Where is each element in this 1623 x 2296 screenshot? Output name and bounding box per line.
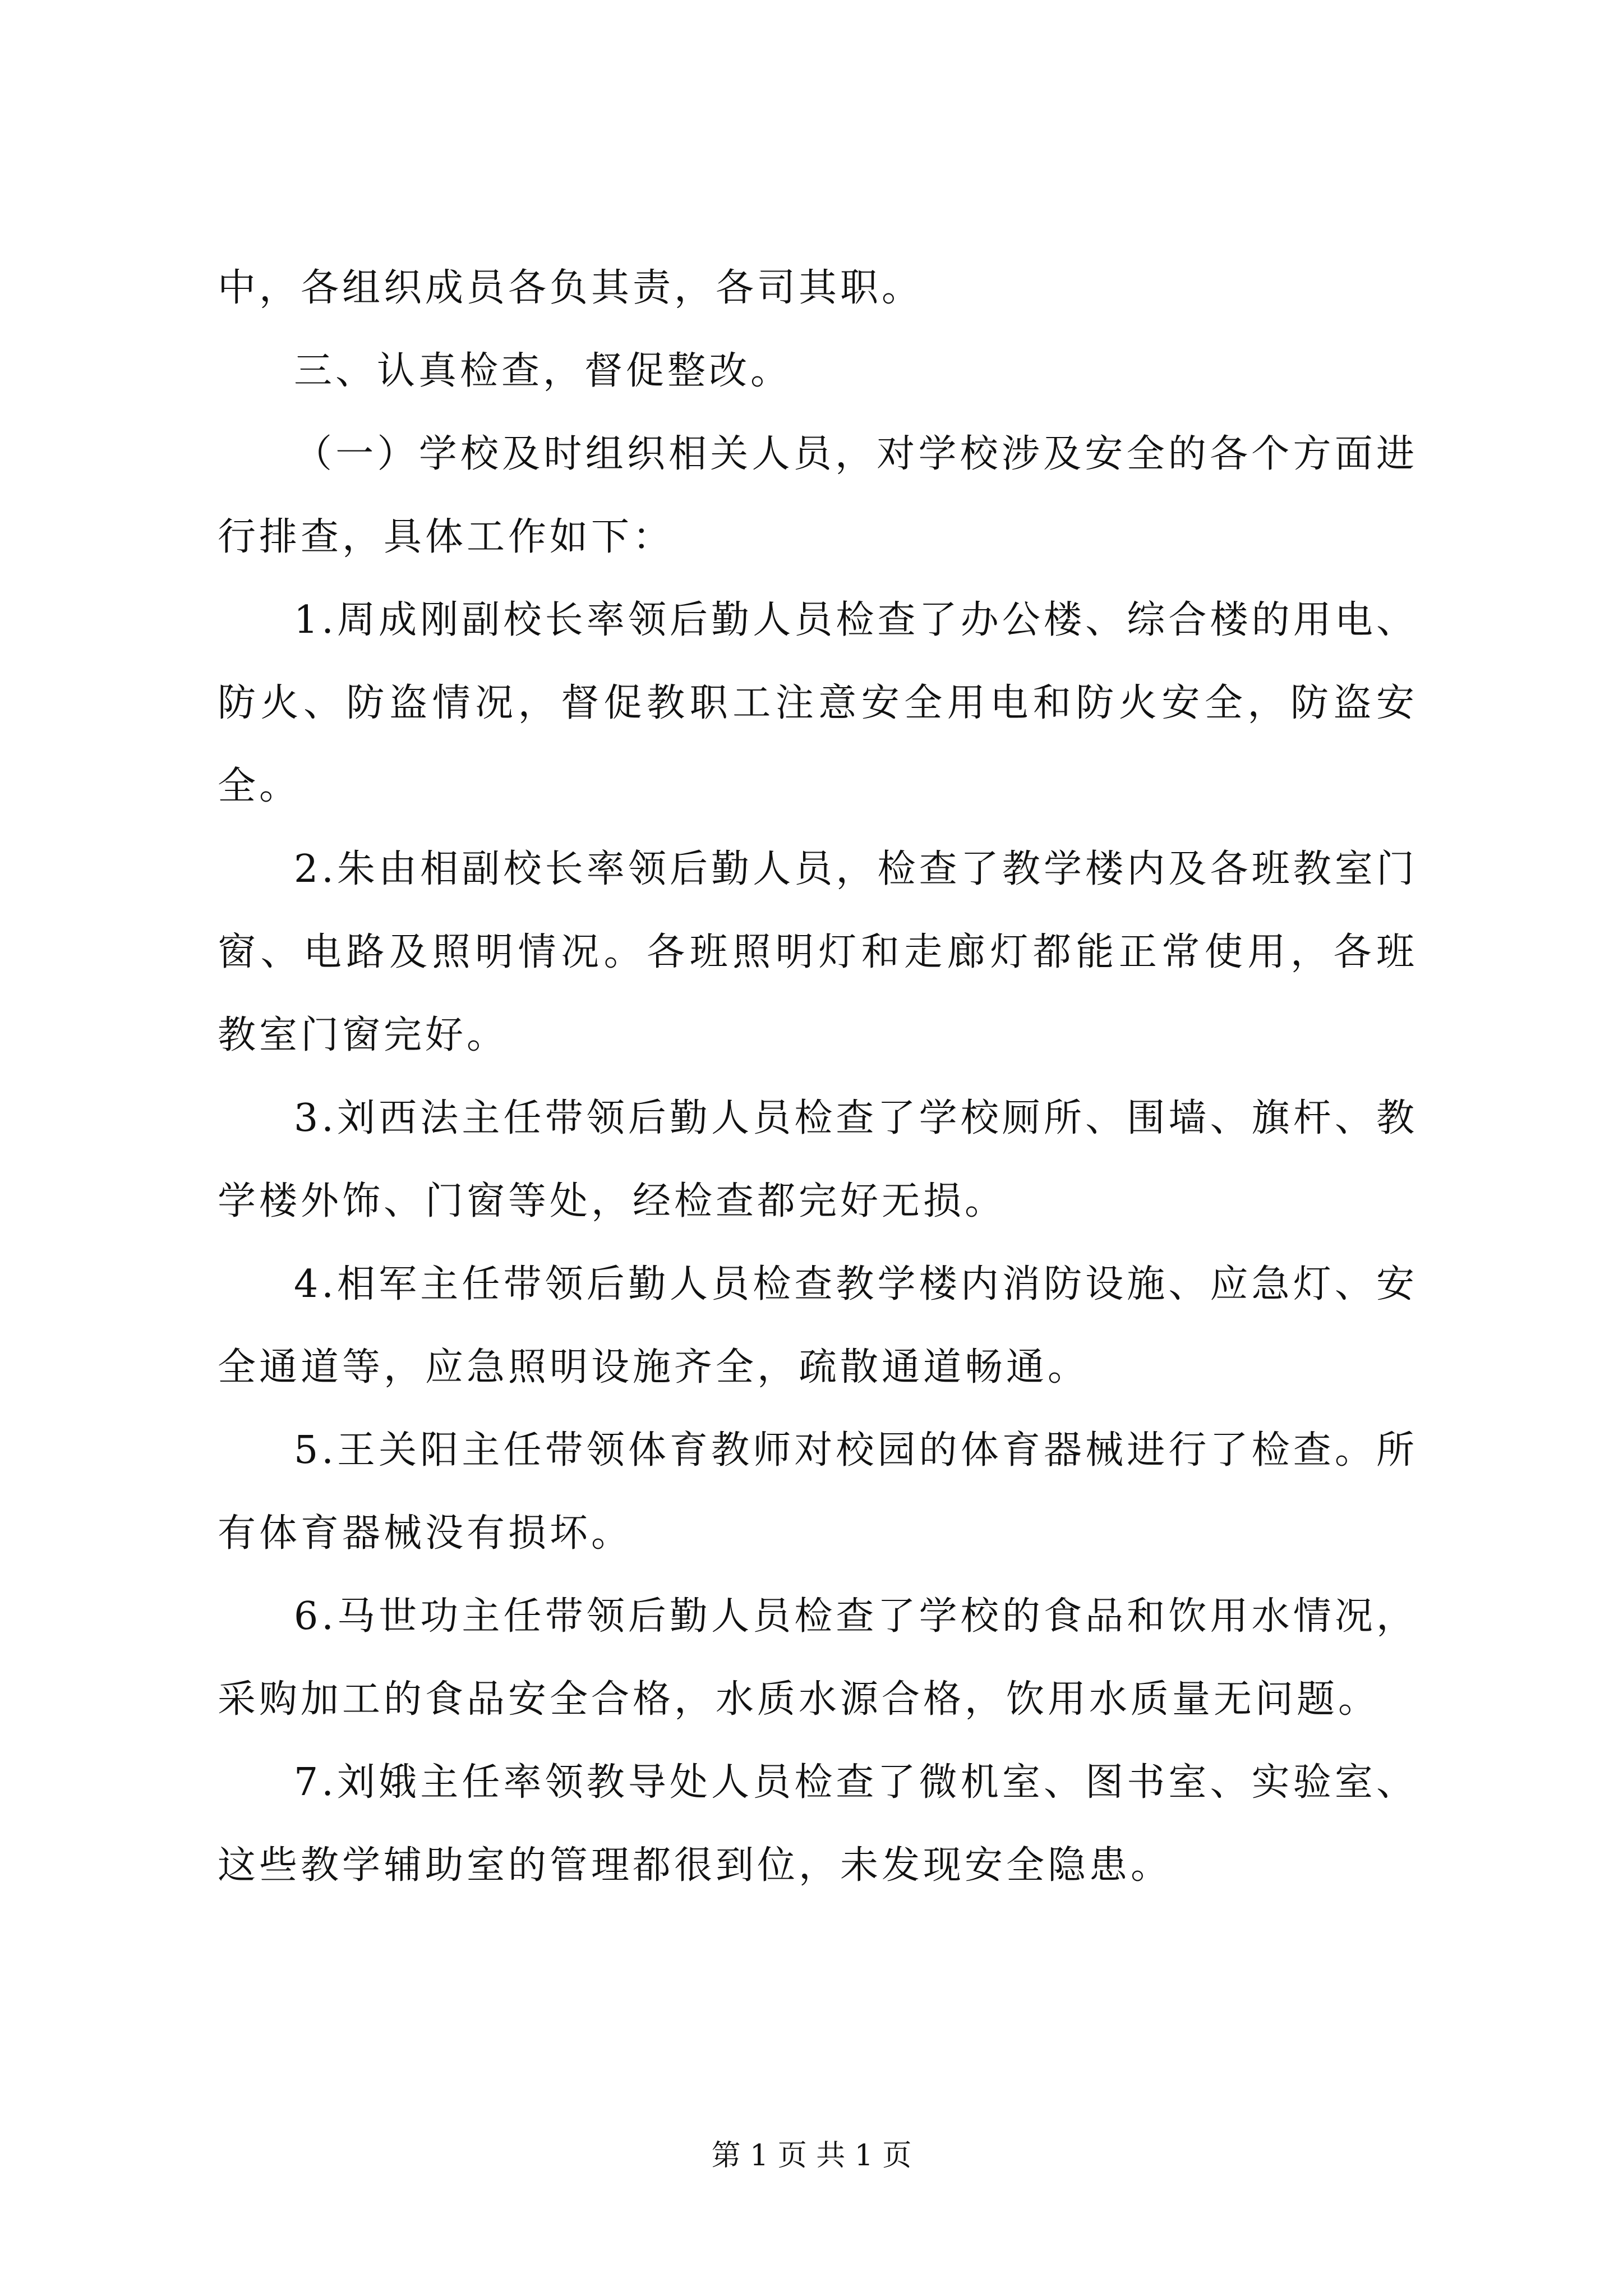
list-item: 3.刘西法主任带领后勤人员检查了学校厕所、围墙、旗杆、教学楼外饰、门窗等处，经检查都完好无损。 [218, 1096, 1418, 1223]
subsection-intro: （一）学校及时组织相关人员，对学校涉及安全的各个方面进行排查，具体工作如下： [218, 432, 1418, 559]
list-item: 7.刘娥主任率领教导处人员检查了微机室、图书室、实验室、这些教学辅助室的管理都很到位，未发现安全隐患。 [218, 1760, 1418, 1888]
list-item: 6.马世功主任带领后勤人员检查了学校的食品和饮用水情况，采购加工的食品安全合格，水质水源合格，饮用水质量无问题。 [218, 1594, 1418, 1722]
list-item: 5.王关阳主任带领体育教师对校园的体育器械进行了检查。所有体育器械没有损坏。 [218, 1428, 1418, 1556]
list-item: 2.朱由相副校长率领后勤人员，检查了教学楼内及各班教室门窗、电路及照明情况。各班照明灯和走廊灯都能正常使用，各班教室门窗完好。 [218, 847, 1418, 1057]
list-item: 1.周成刚副校长率领后勤人员检查了办公楼、综合楼的用电、防火、防盗情况，督促教职工注意安全用电和防火安全，防盗安全。 [218, 598, 1418, 808]
section-heading: 三、认真检查，督促整改。 [294, 349, 792, 393]
paragraph-continuation: 中，各组织成员各负其责，各司其职。 [218, 266, 924, 310]
page-number-label: 第 1 页 共 1 页 [711, 2139, 912, 2173]
page-footer [0, 2132, 1623, 2174]
document-body [218, 247, 1418, 1907]
list-item: 4.相军主任带领后勤人员检查教学楼内消防设施、应急灯、安全通道等，应急照明设施齐全，疏散通道畅通。 [218, 1262, 1418, 1389]
